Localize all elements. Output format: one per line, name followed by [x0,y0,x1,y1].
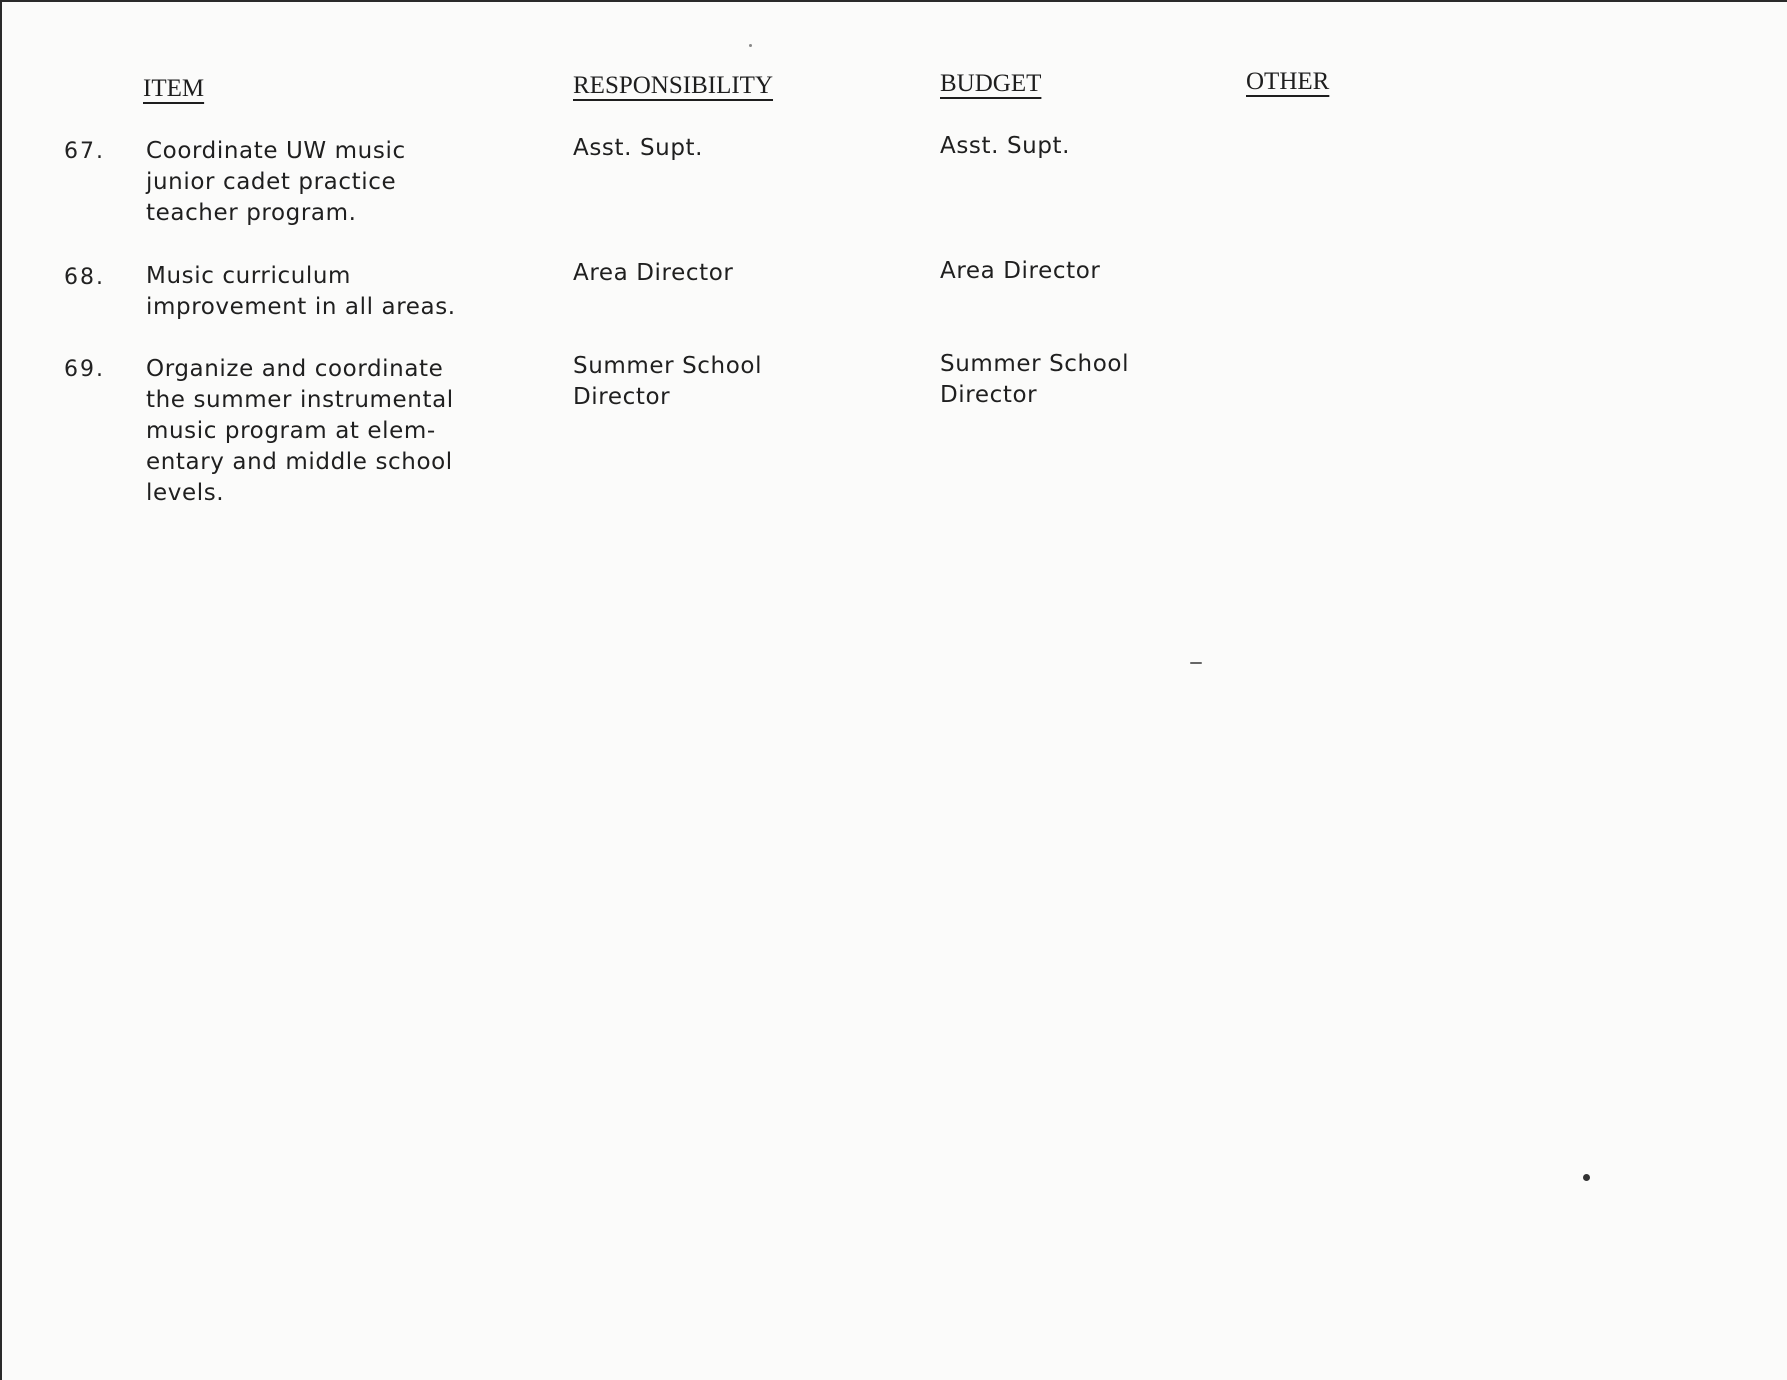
header-responsibility: RESPONSIBILITY [573,72,774,99]
header-budget: BUDGET [940,70,1042,97]
scan-speck [749,44,752,47]
row-responsibility: Area Director [573,260,734,286]
row-budget: Area Director [940,258,1101,284]
row-item-text: Coordinate UW music junior cadet practice teacher program. [146,138,406,226]
scan-speck [1583,1174,1590,1181]
row-number: 68. [64,265,105,290]
row-item-text: Organize and coordinate the summer instrumental music program at elem- entary and middle school levels. [146,356,454,506]
row-number: 69. [64,357,105,382]
row-responsibility: Asst. Supt. [573,135,704,161]
row-budget: Asst. Supt. [940,133,1071,159]
row-item-text: Music curriculum improvement in all areas. [146,263,456,320]
header-other: OTHER [1246,68,1330,95]
row-responsibility: Summer School Director [573,353,763,410]
row-budget: Summer School Director [940,351,1130,408]
row-number: 67. [64,139,105,164]
scan-speck [1190,662,1202,664]
header-item: ITEM [143,75,205,102]
